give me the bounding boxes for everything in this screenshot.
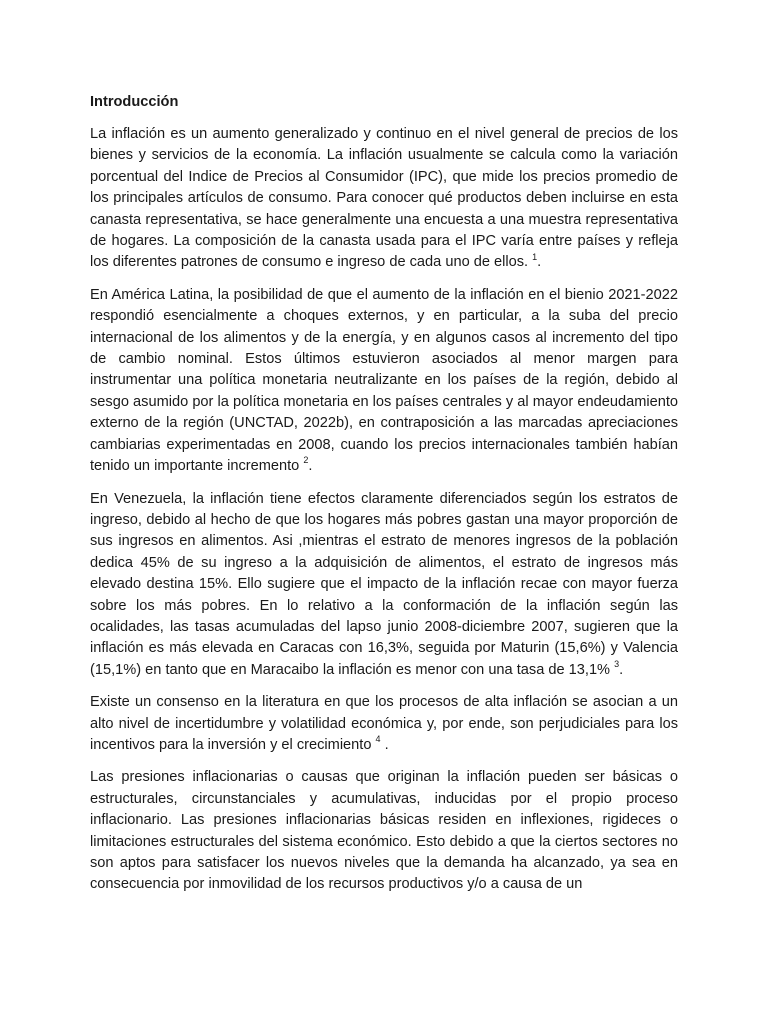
footnote-marker: 4 <box>375 734 381 745</box>
footnote-marker: 2 <box>303 455 309 466</box>
paragraph-2 <box>90 285 678 478</box>
footnote-marker: 1 <box>532 251 538 262</box>
paragraph-3 <box>90 489 678 682</box>
section-heading: Introducción <box>90 94 179 110</box>
footnote-marker: 3 <box>614 658 620 669</box>
paragraph-end: . <box>619 661 624 678</box>
paragraph-text: En Venezuela, la inflación tiene efectos claramente diferenciados según los estratos de ingreso, debido al hecho de que los hogares más pobres gastan una mayor proporción de sus ingresos en alimentos. Asi ,mientras el estrato de menores ingresos de la población dedica 45% de su ingreso a la adquisición de alimentos, el estrato de ingresos más elevado destina 15%. Ello sugiere que el impacto de la inflación recae con mayor fuerza sobre los más pobres. En lo relativo a la conformación de la inflación según las ocalidades, las tasas acumuladas del lapso junio 2008-diciembre 2007, sugieren que la inflación es más elevada en Caracas con 16,3%, seguida por Maturin (15,6%) y Valencia (15,1%) en tanto que en Maracaibo la inflación es menor con una tasa de 13,1% <box>90 490 678 678</box>
paragraph-end: . <box>380 736 389 753</box>
paragraph-4 <box>90 692 678 756</box>
paragraph-text: Existe un consenso en la literatura en que los procesos de alta inflación se asocian a un alto nivel de incertidumbre y volatilidad económica y, por ende, son perjudiciales para los incentivos para la inversión y el crecimiento <box>90 694 678 753</box>
paragraph-1 <box>90 124 678 274</box>
paragraph-text: En América Latina, la posibilidad de que el aumento de la inflación en el bienio 2021-2022 respondió esencialmente a choques externos, y en particular, a la suba del precio internacional de los alimentos y de la energía, y en algunos casos al incremento del tipo de cambio nominal. Estos últimos estuvieron asociados al menor margen para instrumentar una política monetaria neutralizante en los países de la región, debido al sesgo asumido por la política monetaria en los países centrales y al mayor endeudamiento externo de la región (UNCTAD, 2022b), en contraposición a las marcadas apreciaciones cambiarias experimentadas en 2008, cuando los precios internacionales también habían tenido un importante incremento <box>90 286 678 475</box>
paragraph-5 <box>90 767 678 895</box>
paragraph-end: . <box>537 254 542 271</box>
paragraph-text: Las presiones inflacionarias o causas que originan la inflación pueden ser básicas o estructurales, circunstanciales y acumulativas, inducidas por el propio proceso inflacionario. Las presiones inflacionarias básicas residen en inflexiones, rigideces o limitaciones estructurales del sistema económico. Esto debido a que la ciertos sectores no son aptos para satisfacer los nuevos niveles que la demanda ha alcanzado, ya sea en consecuencia por inmovilidad de los recursos productivos y/o a causa de un <box>90 769 678 893</box>
paragraph-text: La inflación es un aumento generalizado y continuo en el nivel general de precios de los bienes y servicios de la economía. La inflación usualmente se calcula como la variación porcentual del Indice de Precios al Consumidor (IPC), que mide los precios promedio de los principales artículos de consumo. Para conocer qué productos deben incluirse en esta canasta representativa, se hace generalmente una encuesta a una muestra representativa de hogares. La composición de la canasta usada para el IPC varía entre países y refleja los diferentes patrones de consumo e ingreso de cada uno de ellos. <box>90 126 678 271</box>
document-page <box>90 92 678 907</box>
paragraph-end: . <box>308 458 313 475</box>
